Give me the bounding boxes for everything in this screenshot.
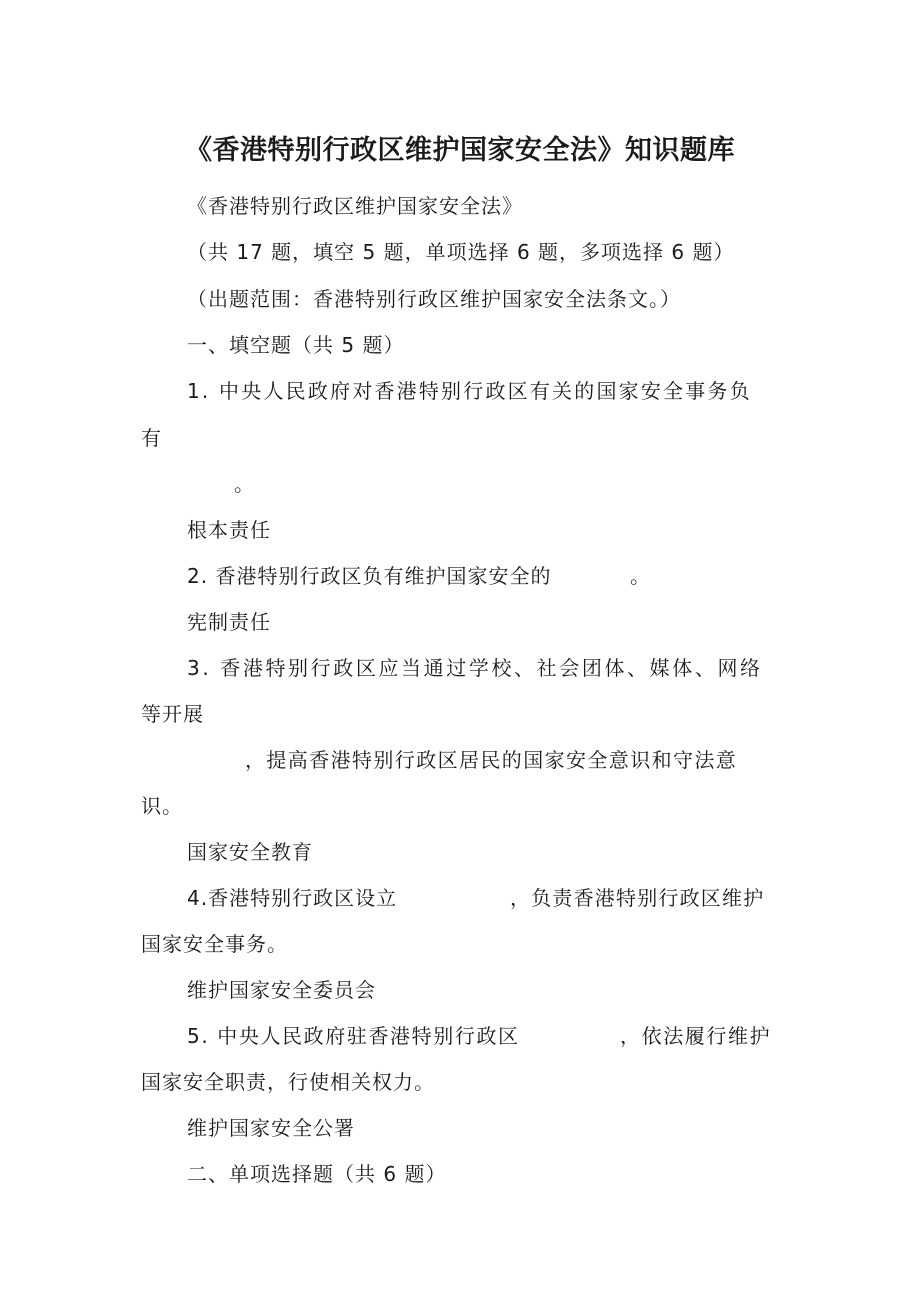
question-4-line-2: 国家安全事务。 (141, 932, 288, 956)
question-5-answer: 维护国家安全公署 (187, 1116, 355, 1140)
question-count-note: （共 17 题，填空 5 题，单项选择 6 题，多项选择 6 题） (187, 240, 735, 264)
question-5-part-2: ，依法履行维护 (620, 1024, 772, 1048)
question-2-answer: 宪制责任 (187, 610, 271, 634)
scope-note: （出题范围：香港特别行政区维护国家安全法条文。） (187, 287, 681, 311)
question-1-answer: 根本责任 (187, 518, 271, 542)
document-title: 《香港特别行政区维护国家安全法》知识题库 (185, 135, 735, 166)
question-3-line-3: ，提高香港特别行政区居民的国家安全意识和守法意 (245, 748, 738, 772)
question-3-line-4: 识。 (141, 794, 183, 818)
question-2-end: 。 (630, 564, 651, 588)
question-1-blank-end: 。 (234, 472, 255, 496)
section-heading-single-choice: 二、单项选择题（共 6 题） (187, 1162, 447, 1186)
question-1-line-2: 有 (141, 426, 162, 450)
question-3-line-1: 3. 香港特别行政区应当通过学校、社会团体、媒体、网络 (187, 656, 763, 680)
question-4-part-1: 4.香港特别行政区设立 (187, 886, 398, 910)
question-3-answer: 国家安全教育 (187, 840, 313, 864)
question-5-part-1: 5. 中央人民政府驻香港特别行政区 (187, 1024, 520, 1048)
question-2-text: 2. 香港特别行政区负有维护国家安全的 (187, 564, 552, 588)
law-name: 《香港特别行政区维护国家安全法》 (187, 194, 523, 218)
question-4-answer: 维护国家安全委员会 (187, 978, 376, 1002)
question-1-line-1: 1. 中央人民政府对香港特别行政区有关的国家安全事务负 (187, 379, 752, 403)
question-4-part-2: ，负责香港特别行政区维护 (510, 886, 765, 910)
question-3-line-2: 等开展 (141, 702, 204, 726)
question-5-line-2: 国家安全职责，行使相关权力。 (141, 1070, 435, 1094)
section-heading-fill-blank: 一、填空题（共 5 题） (187, 333, 405, 357)
